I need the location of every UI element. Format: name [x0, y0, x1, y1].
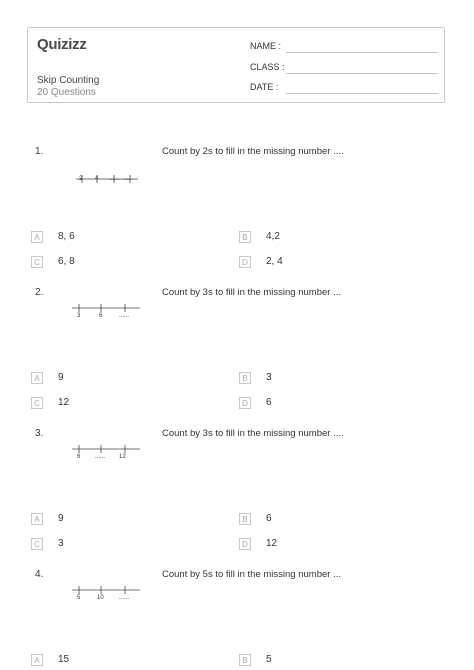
number-line-label: 6 [99, 313, 103, 319]
option-text: 2, 4 [266, 256, 283, 267]
option-letter: B [239, 513, 251, 525]
number-line-label: ...... [123, 176, 134, 182]
option-text: 4,2 [266, 231, 280, 242]
option-letter: C [31, 397, 43, 409]
name-label: NAME : [250, 41, 282, 51]
option-text: 15 [58, 654, 70, 665]
date-field-line [286, 93, 438, 94]
question-number: 2. [35, 287, 44, 298]
number-line-label: 6 [77, 454, 81, 460]
question-count: 20 Questions [37, 87, 96, 98]
worksheet-title: Skip Counting [37, 75, 100, 86]
class-field-line [286, 73, 438, 74]
number-line-label: 4 [95, 176, 99, 182]
option-text: 12 [266, 538, 278, 549]
number-line-label: 10 [97, 595, 104, 601]
option-text: 6, 8 [58, 256, 75, 267]
question-number: 1. [35, 146, 44, 157]
number-line-label: ...... [119, 595, 130, 601]
option-text: 9 [58, 372, 64, 383]
option-text: 6 [266, 513, 272, 524]
number-line-label: ...... [95, 454, 106, 460]
option-letter: B [239, 231, 251, 243]
question-text: Count by 5s to fill in the missing number ... [162, 569, 341, 580]
number-line-label: 3 [77, 313, 81, 319]
option-letter: A [31, 372, 43, 384]
question-text: Count by 3s to fill in the missing number .... [162, 428, 344, 439]
number-line [70, 583, 150, 607]
option-text: 5 [266, 654, 272, 665]
number-line-label: 12 [119, 454, 126, 460]
number-line-label: 2 [79, 176, 83, 182]
date-label: DATE : [250, 82, 279, 92]
option-letter: D [239, 256, 251, 268]
option-text: 3 [58, 538, 64, 549]
option-text: 6 [266, 397, 272, 408]
option-letter: C [31, 538, 43, 550]
quizizz-logo: Quizizz [37, 36, 87, 53]
number-line [70, 301, 150, 325]
option-letter: A [31, 654, 43, 666]
option-letter: D [239, 538, 251, 550]
number-line [70, 442, 150, 466]
option-letter: A [31, 513, 43, 525]
question-text: Count by 3s to fill in the missing number ... [162, 287, 341, 298]
option-text: 12 [58, 397, 70, 408]
option-text: 9 [58, 513, 64, 524]
question-number: 4. [35, 569, 44, 580]
option-letter: B [239, 654, 251, 666]
option-letter: C [31, 256, 43, 268]
number-line-label: ...... [119, 313, 130, 319]
option-letter: A [31, 231, 43, 243]
number-line-label: 5 [77, 595, 81, 601]
option-text: 3 [266, 372, 272, 383]
class-label: CLASS : [250, 62, 285, 72]
option-letter: B [239, 372, 251, 384]
number-line-label: ...... [109, 176, 120, 182]
question-number: 3. [35, 428, 44, 439]
worksheet-header [27, 27, 445, 103]
name-field-line [286, 52, 438, 53]
option-text: 8, 6 [58, 231, 75, 242]
option-letter: D [239, 397, 251, 409]
question-text: Count by 2s to fill in the missing number .... [162, 146, 344, 157]
